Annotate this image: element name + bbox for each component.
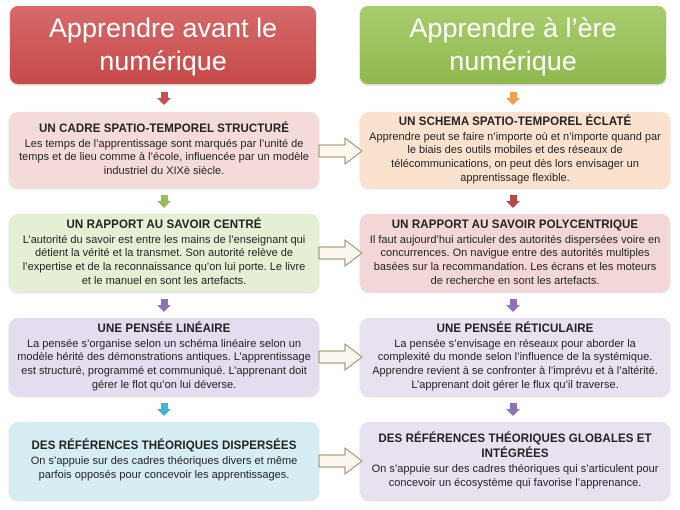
right-box-references bbox=[360, 422, 670, 500]
left-box-pensee bbox=[9, 318, 319, 396]
box-body: L’autorité du savoir est entre les mains de l’enseignant qui détient la vérité et la transmet. Son autorité relève de l’expertise et de la reconnaissance qu’on lui porte. Le livre et le manuel en sont les artefacts. bbox=[22, 233, 306, 287]
down-arrow-icon bbox=[506, 403, 521, 417]
right-arrow-icon bbox=[318, 136, 364, 166]
box-title: UNE PENSÉE LINÉAIRE bbox=[97, 322, 231, 335]
down-arrow-icon bbox=[157, 403, 172, 417]
box-title: DES RÉFÉRENCES THÉORIQUES DISPERSÉES bbox=[31, 440, 297, 453]
left-column-title: Apprendre avant le numérique bbox=[48, 13, 278, 76]
left-box-spatio-temporal bbox=[9, 112, 319, 188]
right-box-spatio-temporal bbox=[360, 112, 670, 188]
right-arrow-icon bbox=[318, 342, 364, 372]
box-title: UN CADRE SPATIO-TEMPOREL STRUCTURÉ bbox=[38, 122, 289, 135]
down-arrow-icon bbox=[157, 92, 172, 106]
right-box-rapport-savoir bbox=[360, 214, 670, 292]
down-arrow-icon bbox=[157, 299, 172, 313]
box-title: UN RAPPORT AU SAVOIR CENTRÉ bbox=[66, 218, 262, 231]
box-body: Les temps de l’apprentissage sont marqués par l’unité de temps et de lieu comme à l’école, influencée par un modèle industriel du XIXè siècle. bbox=[19, 137, 309, 177]
box-title: UNE PENSÉE RÉTICULAIRE bbox=[436, 322, 594, 335]
box-body: On s’appuie sur des cadres théoriques divers et même parfois opposés pour concevoir les apprentissages. bbox=[30, 455, 298, 481]
box-body: La pensée s’envisage en réseaux pour aborder la complexité du monde selon l’influence de la systémique. Apprendre revient à se confronter à l’imprévu et à l’altérité. L’apprenant doit gérer le flux qu’il traverse. bbox=[372, 337, 658, 391]
right-column-title: Apprendre à l’ère numérique bbox=[409, 13, 617, 76]
right-box-pensee bbox=[360, 318, 670, 396]
box-title: UN RAPPORT AU SAVOIR POLYCENTRIQUE bbox=[391, 218, 639, 231]
down-arrow-icon bbox=[506, 299, 521, 313]
down-arrow-icon bbox=[506, 92, 521, 106]
right-column-header bbox=[360, 6, 666, 84]
left-box-references bbox=[9, 422, 319, 500]
box-body: La pensée s’organise selon un schéma linéaire selon un modèle hérité des démonstrations antiques. L’apprentissage est structuré, programmé et communiqué. L’apprenant doit gérer le flot qu’on lui déverse. bbox=[17, 337, 311, 391]
left-column-header bbox=[10, 6, 316, 84]
left-box-rapport-savoir bbox=[9, 214, 319, 292]
down-arrow-icon bbox=[506, 195, 521, 209]
box-title: UN SCHEMA SPATIO-TEMPOREL ÉCLATÉ bbox=[398, 115, 632, 128]
down-arrow-icon bbox=[157, 195, 172, 209]
box-body: On s’appuie sur des cadres théoriques qui s’articulent pour concevoir un écosystème qui favorise l’apprenance. bbox=[371, 462, 659, 489]
right-arrow-icon bbox=[318, 446, 364, 476]
box-body: Apprendre peut se faire n’importe où et n’importe quand par le biais des outils mobiles et des réseaux de télécommunications, on peut dès lors envisager un apprentissage flexible. bbox=[369, 130, 661, 184]
box-title: DES RÉFÉRENCES THÉORIQUES GLOBALES ET INTÉGRÉES bbox=[378, 432, 652, 460]
right-arrow-icon bbox=[318, 238, 364, 268]
box-body: Il faut aujourd’hui articuler des autorités dispersées voire en concurrences. On navigue entre des autorités multiples basées sur la recommandation. Les écrans et les moteurs de recherche en sont les artefacts. bbox=[369, 233, 661, 287]
